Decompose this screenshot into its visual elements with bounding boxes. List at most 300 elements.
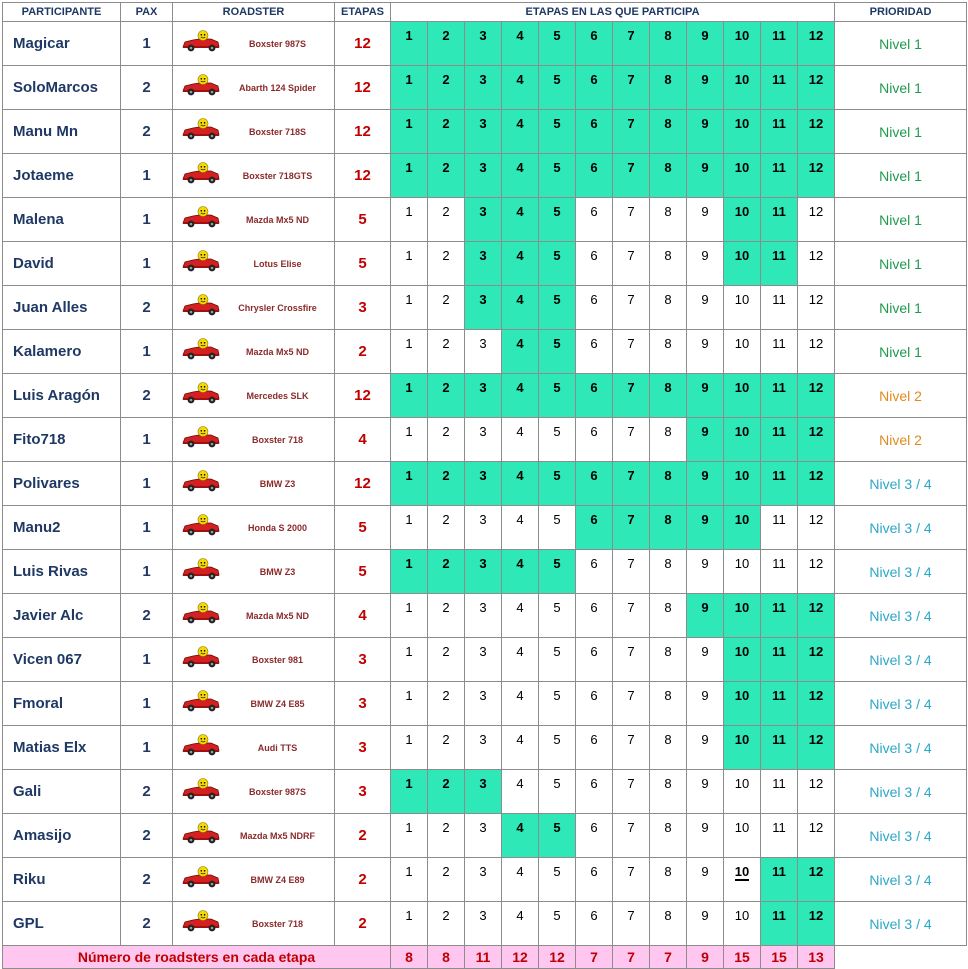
pax-count: 1 <box>121 242 173 286</box>
stage-number: 3 <box>479 468 487 483</box>
stage-total: 11 <box>465 946 502 969</box>
car-icon <box>181 74 221 98</box>
car-icon <box>181 162 221 186</box>
stage-number: 5 <box>553 468 561 483</box>
stage-number: 2 <box>442 512 450 527</box>
stage-cell <box>798 286 835 330</box>
stage-cell <box>650 66 687 110</box>
roadster-cell <box>173 682 335 726</box>
stage-cell <box>761 902 798 946</box>
stage-cell <box>465 506 502 550</box>
stage-number: 7 <box>627 72 635 87</box>
stage-cell <box>650 286 687 330</box>
etapas-count: 5 <box>335 550 391 594</box>
stage-number: 12 <box>808 556 824 571</box>
stage-number: 2 <box>442 116 450 131</box>
stage-cell <box>539 66 576 110</box>
participant-name: Magicar <box>3 22 121 66</box>
stage-number: 2 <box>442 72 450 87</box>
stage-cell <box>724 506 761 550</box>
stage-number: 11 <box>772 116 786 131</box>
stage-cell <box>502 902 539 946</box>
stage-cell <box>724 858 761 902</box>
stage-cell <box>502 330 539 374</box>
stage-number: 11 <box>772 248 786 263</box>
stage-number: 2 <box>442 644 450 659</box>
stage-number: 4 <box>516 424 524 439</box>
stage-number: 4 <box>516 160 524 175</box>
participant-name: Gali <box>3 770 121 814</box>
stage-cell <box>798 550 835 594</box>
stage-cell <box>761 682 798 726</box>
stage-number: 7 <box>627 28 635 43</box>
roadster-cell <box>173 154 335 198</box>
table-row <box>3 198 967 242</box>
stage-number: 4 <box>516 116 524 131</box>
stage-number: 6 <box>590 116 598 131</box>
totals-row <box>3 946 967 969</box>
roadster-cell <box>173 242 335 286</box>
stage-cell <box>613 506 650 550</box>
stage-number: 7 <box>627 732 635 747</box>
stage-number: 9 <box>701 776 709 791</box>
pax-count: 2 <box>121 858 173 902</box>
stage-number: 10 <box>734 28 750 43</box>
stage-number: 6 <box>590 336 598 351</box>
stage-number: 4 <box>516 292 524 307</box>
stage-number: 3 <box>479 776 487 791</box>
stage-cell <box>613 682 650 726</box>
roadster-cell <box>173 418 335 462</box>
stage-number: 10 <box>734 204 750 219</box>
stage-cell <box>539 242 576 286</box>
priority-level: Nivel 1 <box>835 110 967 154</box>
stage-number: 7 <box>627 468 635 483</box>
car-icon <box>181 514 221 538</box>
stage-number: 12 <box>808 204 824 219</box>
stage-cell <box>650 330 687 374</box>
table-row <box>3 550 967 594</box>
pax-count: 1 <box>121 22 173 66</box>
stage-cell <box>761 506 798 550</box>
stage-cell <box>539 550 576 594</box>
stage-total: 13 <box>798 946 835 969</box>
stage-number: 5 <box>553 864 561 879</box>
stage-cell <box>687 858 724 902</box>
stage-number: 1 <box>405 248 413 263</box>
stage-number: 9 <box>701 688 709 703</box>
stage-number: 9 <box>701 820 709 835</box>
stage-cell <box>465 814 502 858</box>
stage-number: 7 <box>627 160 635 175</box>
stage-cell <box>539 22 576 66</box>
stage-cell <box>761 110 798 154</box>
stage-cell <box>391 110 428 154</box>
totals-blank <box>835 946 967 969</box>
stage-cell <box>798 110 835 154</box>
stage-number: 6 <box>590 28 598 43</box>
stage-cell <box>539 110 576 154</box>
stage-cell <box>761 330 798 374</box>
stage-number: 3 <box>479 380 487 395</box>
stage-number: 11 <box>772 336 786 351</box>
stage-number: 5 <box>553 424 561 439</box>
roadster-model: Boxster 987S <box>248 38 307 49</box>
stage-number: 3 <box>479 116 487 131</box>
stage-number: 11 <box>772 820 786 835</box>
stage-number: 2 <box>442 380 450 395</box>
stage-number: 11 <box>772 468 786 483</box>
stage-cell <box>761 66 798 110</box>
priority-level: Nivel 3 / 4 <box>835 638 967 682</box>
roadster-model: Boxster 718 <box>251 434 304 445</box>
pax-count: 2 <box>121 770 173 814</box>
stage-cell <box>428 66 465 110</box>
stage-number: 12 <box>808 688 824 703</box>
participant-name: Luis Rivas <box>3 550 121 594</box>
stage-cell <box>650 638 687 682</box>
roadster-cell <box>173 198 335 242</box>
stage-number: 4 <box>516 644 524 659</box>
stage-cell <box>687 374 724 418</box>
stage-cell <box>428 330 465 374</box>
stage-number: 9 <box>701 600 709 615</box>
stage-number: 9 <box>701 424 709 439</box>
stage-cell <box>428 726 465 770</box>
stage-number: 3 <box>479 336 487 351</box>
stage-number: 7 <box>627 556 635 571</box>
stage-cell <box>687 770 724 814</box>
stage-number: 8 <box>664 248 672 263</box>
etapas-count: 12 <box>335 154 391 198</box>
table-row <box>3 770 967 814</box>
stage-number: 5 <box>553 204 561 219</box>
header-participante: PARTICIPANTE <box>3 3 121 22</box>
roadster-model: BMW Z3 <box>259 566 296 577</box>
car-icon <box>181 778 221 802</box>
stage-number: 9 <box>701 28 709 43</box>
stage-number: 12 <box>808 292 824 307</box>
stage-cell <box>761 154 798 198</box>
stage-cell <box>539 506 576 550</box>
stage-cell <box>576 858 613 902</box>
header-stages: ETAPAS EN LAS QUE PARTICIPA <box>391 3 835 22</box>
roadster-cell <box>173 814 335 858</box>
stage-number: 1 <box>405 72 413 87</box>
stage-number: 10 <box>734 116 750 131</box>
stage-number: 2 <box>442 864 450 879</box>
stage-cell <box>391 770 428 814</box>
stage-cell <box>539 374 576 418</box>
stage-number: 6 <box>590 468 598 483</box>
stage-number: 7 <box>627 248 635 263</box>
stage-cell <box>613 858 650 902</box>
stage-cell <box>687 550 724 594</box>
stage-cell <box>687 330 724 374</box>
stage-number: 3 <box>479 644 487 659</box>
stage-cell <box>724 902 761 946</box>
stage-cell <box>391 242 428 286</box>
priority-level: Nivel 2 <box>835 374 967 418</box>
stage-cell <box>798 418 835 462</box>
stage-number: 10 <box>734 820 750 835</box>
table-row <box>3 638 967 682</box>
car-icon <box>181 118 221 142</box>
stage-cell <box>687 110 724 154</box>
stage-number: 9 <box>701 292 709 307</box>
stage-number: 2 <box>442 424 450 439</box>
stage-total: 12 <box>502 946 539 969</box>
stage-number: 9 <box>701 204 709 219</box>
stage-cell <box>502 682 539 726</box>
stage-number: 10 <box>734 600 750 615</box>
table-row <box>3 814 967 858</box>
stage-number: 9 <box>701 248 709 263</box>
stage-number: 3 <box>479 248 487 263</box>
stage-number: 1 <box>405 292 413 307</box>
car-icon <box>181 382 221 406</box>
stage-total: 15 <box>724 946 761 969</box>
stage-cell <box>650 902 687 946</box>
stage-number: 4 <box>516 556 524 571</box>
stage-cell <box>761 462 798 506</box>
stage-cell <box>687 154 724 198</box>
stage-number: 1 <box>405 28 413 43</box>
priority-level: Nivel 1 <box>835 198 967 242</box>
car-icon <box>181 602 221 626</box>
stage-cell <box>724 198 761 242</box>
stage-cell <box>465 858 502 902</box>
stage-number: 7 <box>627 424 635 439</box>
stage-cell <box>502 594 539 638</box>
table-body <box>3 22 967 946</box>
car-icon <box>181 690 221 714</box>
stage-cell <box>539 418 576 462</box>
stage-cell <box>502 154 539 198</box>
etapas-count: 3 <box>335 770 391 814</box>
stage-number: 5 <box>553 512 561 527</box>
stage-number: 10 <box>734 908 750 923</box>
priority-level: Nivel 3 / 4 <box>835 770 967 814</box>
table-row <box>3 154 967 198</box>
stage-number: 12 <box>808 28 824 43</box>
car-icon <box>181 470 221 494</box>
participant-name: Matias Elx <box>3 726 121 770</box>
etapas-count: 4 <box>335 594 391 638</box>
stage-number: 3 <box>479 28 487 43</box>
stage-number: 8 <box>664 72 672 87</box>
stage-number: 4 <box>516 908 524 923</box>
stage-cell <box>613 154 650 198</box>
header-pax: PAX <box>121 3 173 22</box>
roadster-cell <box>173 66 335 110</box>
roadster-model: Lotus Elise <box>253 258 302 269</box>
stage-cell <box>576 902 613 946</box>
participant-name: Vicen 067 <box>3 638 121 682</box>
stage-cell <box>391 198 428 242</box>
stage-cell <box>724 814 761 858</box>
stage-cell <box>576 66 613 110</box>
stage-cell <box>724 418 761 462</box>
stage-number: 1 <box>405 732 413 747</box>
roadster-model: BMW Z4 E89 <box>250 874 305 885</box>
stage-number: 3 <box>479 292 487 307</box>
stage-number: 11 <box>772 556 786 571</box>
pax-count: 1 <box>121 638 173 682</box>
stage-cell <box>502 506 539 550</box>
stage-number: 6 <box>590 380 598 395</box>
table-row <box>3 286 967 330</box>
stage-number: 12 <box>808 776 824 791</box>
stage-number: 5 <box>553 336 561 351</box>
stage-number: 4 <box>516 820 524 835</box>
stage-cell <box>539 154 576 198</box>
stage-cell <box>502 242 539 286</box>
stage-number: 1 <box>405 776 413 791</box>
stage-number: 4 <box>516 72 524 87</box>
stage-cell <box>539 814 576 858</box>
participant-name: Jotaeme <box>3 154 121 198</box>
roadster-cell <box>173 770 335 814</box>
stage-number: 11 <box>772 600 786 615</box>
stage-cell <box>798 154 835 198</box>
stage-number: 8 <box>664 908 672 923</box>
stage-number: 11 <box>772 28 786 43</box>
stage-number: 5 <box>553 732 561 747</box>
stage-cell <box>576 330 613 374</box>
stage-cell <box>539 770 576 814</box>
stage-cell <box>798 506 835 550</box>
stage-cell <box>761 242 798 286</box>
stage-cell <box>576 22 613 66</box>
stage-number: 1 <box>405 688 413 703</box>
stage-number: 3 <box>479 72 487 87</box>
stage-number: 7 <box>627 380 635 395</box>
roadster-cell <box>173 374 335 418</box>
roadster-model: Mazda Mx5 ND <box>245 610 309 621</box>
roadster-cell <box>173 22 335 66</box>
priority-level: Nivel 1 <box>835 242 967 286</box>
stage-number: 11 <box>772 292 786 307</box>
stage-cell <box>650 726 687 770</box>
stage-number: 4 <box>516 512 524 527</box>
stage-cell <box>650 550 687 594</box>
stage-number: 1 <box>405 556 413 571</box>
stage-number: 12 <box>808 248 824 263</box>
stage-number: 11 <box>772 160 786 175</box>
stage-cell <box>391 638 428 682</box>
stage-cell <box>724 550 761 594</box>
stage-cell <box>502 110 539 154</box>
participant-name: Fmoral <box>3 682 121 726</box>
stage-cell <box>391 858 428 902</box>
stage-number: 3 <box>479 512 487 527</box>
stage-number: 8 <box>664 556 672 571</box>
stage-number: 1 <box>405 512 413 527</box>
stage-cell <box>428 858 465 902</box>
etapas-count: 2 <box>335 330 391 374</box>
stage-number: 7 <box>627 116 635 131</box>
participants-table <box>2 2 967 969</box>
stage-cell <box>576 814 613 858</box>
etapas-count: 5 <box>335 506 391 550</box>
stage-cell <box>761 770 798 814</box>
stage-cell <box>391 682 428 726</box>
priority-level: Nivel 1 <box>835 22 967 66</box>
stage-number: 1 <box>405 908 413 923</box>
pax-count: 2 <box>121 66 173 110</box>
stage-number: 7 <box>627 336 635 351</box>
table-row <box>3 902 967 946</box>
roadster-cell <box>173 726 335 770</box>
stage-number: 3 <box>479 864 487 879</box>
stage-number: 7 <box>627 292 635 307</box>
table-row <box>3 858 967 902</box>
stage-number: 10 <box>734 336 750 351</box>
stage-number: 10 <box>734 688 750 703</box>
roadster-cell <box>173 902 335 946</box>
priority-level: Nivel 3 / 4 <box>835 506 967 550</box>
stage-cell <box>650 814 687 858</box>
stage-number: 9 <box>701 468 709 483</box>
roadster-model: Boxster 981 <box>251 654 304 665</box>
stage-number: 8 <box>664 468 672 483</box>
stage-number: 12 <box>808 864 824 879</box>
stage-number: 10 <box>734 160 750 175</box>
table-row <box>3 682 967 726</box>
stage-cell <box>761 638 798 682</box>
stage-cell <box>428 110 465 154</box>
stage-number: 6 <box>590 160 598 175</box>
stage-cell <box>576 462 613 506</box>
stage-cell <box>761 374 798 418</box>
stage-cell <box>576 286 613 330</box>
table-row <box>3 418 967 462</box>
stage-cell <box>391 550 428 594</box>
stage-number: 7 <box>627 908 635 923</box>
stage-cell <box>576 198 613 242</box>
stage-number: 7 <box>627 688 635 703</box>
stage-cell <box>428 154 465 198</box>
stage-cell <box>576 550 613 594</box>
stage-cell <box>465 594 502 638</box>
etapas-count: 2 <box>335 814 391 858</box>
etapas-count: 5 <box>335 198 391 242</box>
stage-number: 3 <box>479 424 487 439</box>
stage-total: 8 <box>428 946 465 969</box>
etapas-count: 3 <box>335 726 391 770</box>
stage-cell <box>613 594 650 638</box>
stage-number: 5 <box>553 116 561 131</box>
stage-number: 12 <box>808 512 824 527</box>
roadster-model: Boxster 718GTS <box>242 170 313 181</box>
stage-cell <box>798 726 835 770</box>
stage-cell <box>724 66 761 110</box>
stage-number: 5 <box>553 380 561 395</box>
pax-count: 1 <box>121 198 173 242</box>
stage-cell <box>761 198 798 242</box>
etapas-count: 2 <box>335 902 391 946</box>
pax-count: 2 <box>121 374 173 418</box>
stage-number: 8 <box>664 116 672 131</box>
stage-number: 2 <box>442 248 450 263</box>
stage-number: 1 <box>405 160 413 175</box>
stage-cell <box>798 638 835 682</box>
car-icon <box>181 294 221 318</box>
table-row <box>3 374 967 418</box>
stage-number: 1 <box>405 424 413 439</box>
stage-cell <box>724 682 761 726</box>
